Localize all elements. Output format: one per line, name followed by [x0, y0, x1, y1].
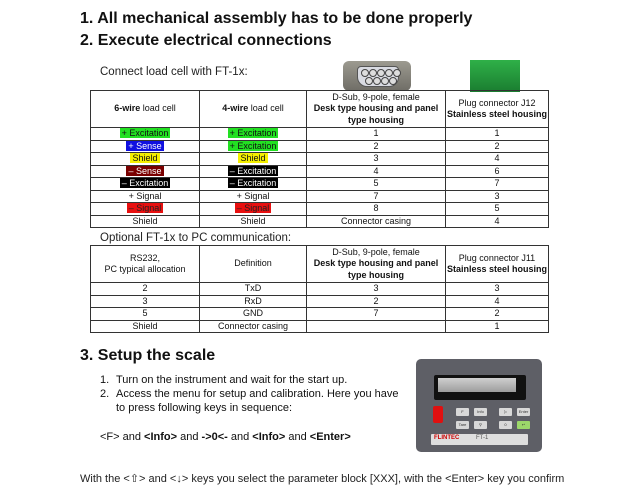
table-cell: TxD: [200, 283, 307, 296]
table-cell: Shield: [91, 320, 200, 333]
table-cell: [91, 153, 200, 166]
header-rs232: RS232, PC typical allocation: [91, 246, 200, 283]
cell-text: + Sense: [128, 140, 162, 151]
table-row: [91, 190, 549, 203]
header-6-wire: 6-wire load cell: [91, 91, 200, 128]
cell-text: + Excitation: [121, 128, 169, 138]
table-cell: [91, 128, 200, 141]
cell-text: 3: [494, 190, 500, 201]
table-cell: [446, 128, 549, 141]
cell-text: 1: [494, 128, 500, 138]
table-cell: 2: [91, 283, 200, 296]
table-row: [91, 203, 549, 216]
heading-electrical-connections: 2. Execute electrical connections: [80, 32, 332, 49]
table-cell: 4: [446, 295, 549, 308]
ft1-device-image: F Info ▷ Enter Tare ⚲ 0 ↩ FLINTEC FT-1: [416, 359, 542, 452]
table-cell: [200, 190, 307, 203]
table-cell: 7: [307, 308, 446, 321]
table-cell: 5: [91, 308, 200, 321]
sequence-text: and: [285, 431, 310, 443]
table-cell: [91, 165, 200, 178]
table-cell: Connector casing: [200, 320, 307, 333]
cell-text: Shield: [240, 153, 266, 163]
table-row: [91, 165, 549, 178]
header-dsub: D-Sub, 9-pole, female Desk type housing and panel type housing: [307, 91, 446, 128]
table-row: [91, 320, 549, 333]
pc-comm-intro: Optional FT-1x to PC communication:: [100, 232, 292, 244]
table-cell: [200, 128, 307, 141]
cell-text: + Signal: [128, 190, 162, 201]
table-cell: [91, 190, 200, 203]
table-cell: [200, 153, 307, 166]
table-cell: [91, 215, 200, 228]
table-cell: [307, 190, 446, 203]
table-cell: [446, 140, 549, 153]
table-row: [91, 140, 549, 153]
header-4-wire: 4-wire load cell: [200, 91, 307, 128]
cell-text: Shield: [132, 153, 158, 163]
dsub-connector-image: [343, 61, 411, 91]
table-row: [91, 153, 549, 166]
table-cell: [91, 178, 200, 191]
device-brand-label: FLINTEC FT-1: [431, 434, 528, 445]
table-row: [91, 295, 549, 308]
cell-text: + Excitation: [229, 140, 277, 151]
table-cell: 2: [307, 295, 446, 308]
setup-steps: [100, 373, 410, 415]
header-plug-j12: Plug connector J12 Stainless steel housing: [446, 91, 549, 128]
table-cell: [200, 215, 307, 228]
cell-text: – Excitation: [121, 178, 169, 188]
cell-text: – Excitation: [229, 178, 277, 188]
table-row: [91, 128, 549, 141]
table-cell: 3: [446, 283, 549, 296]
cell-text: 3: [373, 153, 379, 163]
heading-setup-scale: 3. Setup the scale: [80, 347, 216, 364]
cell-text: 2: [373, 140, 379, 151]
sequence-text: and: [177, 431, 202, 443]
footer-instruction: With the <⇧> and <↓> keys you select the parameter block [XXX], with the <Enter> key you confirm: [80, 473, 565, 485]
table-cell: [200, 178, 307, 191]
table-cell: [446, 215, 549, 228]
cell-text: + Signal: [236, 190, 270, 201]
setup-step: 2. Access the menu for setup and calibration. Here you have to press following keys in sequence:: [100, 388, 399, 414]
cell-text: Shield: [240, 215, 266, 226]
table-cell: 1: [446, 320, 549, 333]
table-cell: [200, 203, 307, 216]
table-cell: [307, 128, 446, 141]
table-cell: [307, 320, 446, 333]
cell-text: 6: [494, 165, 500, 176]
cell-text: 5: [373, 178, 379, 188]
cell-text: 7: [494, 178, 500, 188]
table-cell: 3: [307, 283, 446, 296]
cell-text: 7: [373, 190, 379, 201]
plug-connector-image: [470, 60, 520, 92]
cell-text: – Sense: [128, 165, 162, 176]
table-row: [91, 215, 549, 228]
cell-text: 5: [494, 203, 500, 213]
table-cell: RxD: [200, 295, 307, 308]
table-cell: [446, 165, 549, 178]
setup-step: 1. Turn on the instrument and wait for the start up.: [100, 374, 348, 386]
heading-mechanical-assembly: 1. All mechanical assembly has to be done properly: [80, 10, 473, 27]
table-cell: [307, 215, 446, 228]
table-row: [91, 178, 549, 191]
header-dsub: D-Sub, 9-pole, female Desk type housing and panel type housing: [307, 246, 446, 283]
cell-text: – Excitation: [229, 165, 277, 176]
table-cell: [91, 140, 200, 153]
power-icon: [433, 406, 443, 423]
key-label: <Enter>: [309, 431, 351, 443]
table-cell: [307, 203, 446, 216]
table-cell: [307, 153, 446, 166]
table-cell: 3: [91, 295, 200, 308]
table-cell: [446, 203, 549, 216]
table-cell: [307, 178, 446, 191]
table-cell: [446, 153, 549, 166]
loadcell-intro: Connect load cell with FT-1x:: [100, 66, 248, 78]
cell-text: Connector casing: [340, 215, 412, 226]
key-label: ->0<-: [201, 431, 228, 443]
table-cell: [200, 165, 307, 178]
cell-text: 4: [494, 153, 500, 163]
sequence-text: and: [227, 431, 253, 443]
key-label: <Info>: [252, 431, 286, 443]
table-cell: [446, 178, 549, 191]
table-cell: [307, 165, 446, 178]
cell-text: 1: [373, 128, 379, 138]
device-display: [434, 375, 526, 400]
cell-text: 8: [373, 203, 379, 213]
table-cell: 2: [446, 308, 549, 321]
cell-text: + Excitation: [229, 128, 277, 138]
sequence-text: <F>: [100, 431, 120, 443]
key-sequence: [100, 430, 351, 444]
cell-text: Shield: [132, 215, 158, 226]
table-cell: [91, 203, 200, 216]
header-plug-j11: Plug connector J11 Stainless steel housing: [446, 246, 549, 283]
loadcell-wiring-table: [90, 90, 549, 228]
table-cell: [446, 190, 549, 203]
table-cell: GND: [200, 308, 307, 321]
cell-text: – Signal: [236, 203, 270, 213]
key-label: <Info>: [144, 431, 178, 443]
cell-text: 4: [373, 165, 379, 176]
table-cell: [200, 140, 307, 153]
pc-comm-table: [90, 245, 549, 333]
cell-text: – Signal: [128, 203, 162, 213]
table-row: [91, 283, 549, 296]
sequence-text: and: [119, 431, 145, 443]
table-cell: [307, 140, 446, 153]
table-row: [91, 308, 549, 321]
cell-text: 4: [494, 215, 500, 226]
cell-text: 2: [494, 140, 500, 151]
header-definition: Definition: [200, 246, 307, 283]
